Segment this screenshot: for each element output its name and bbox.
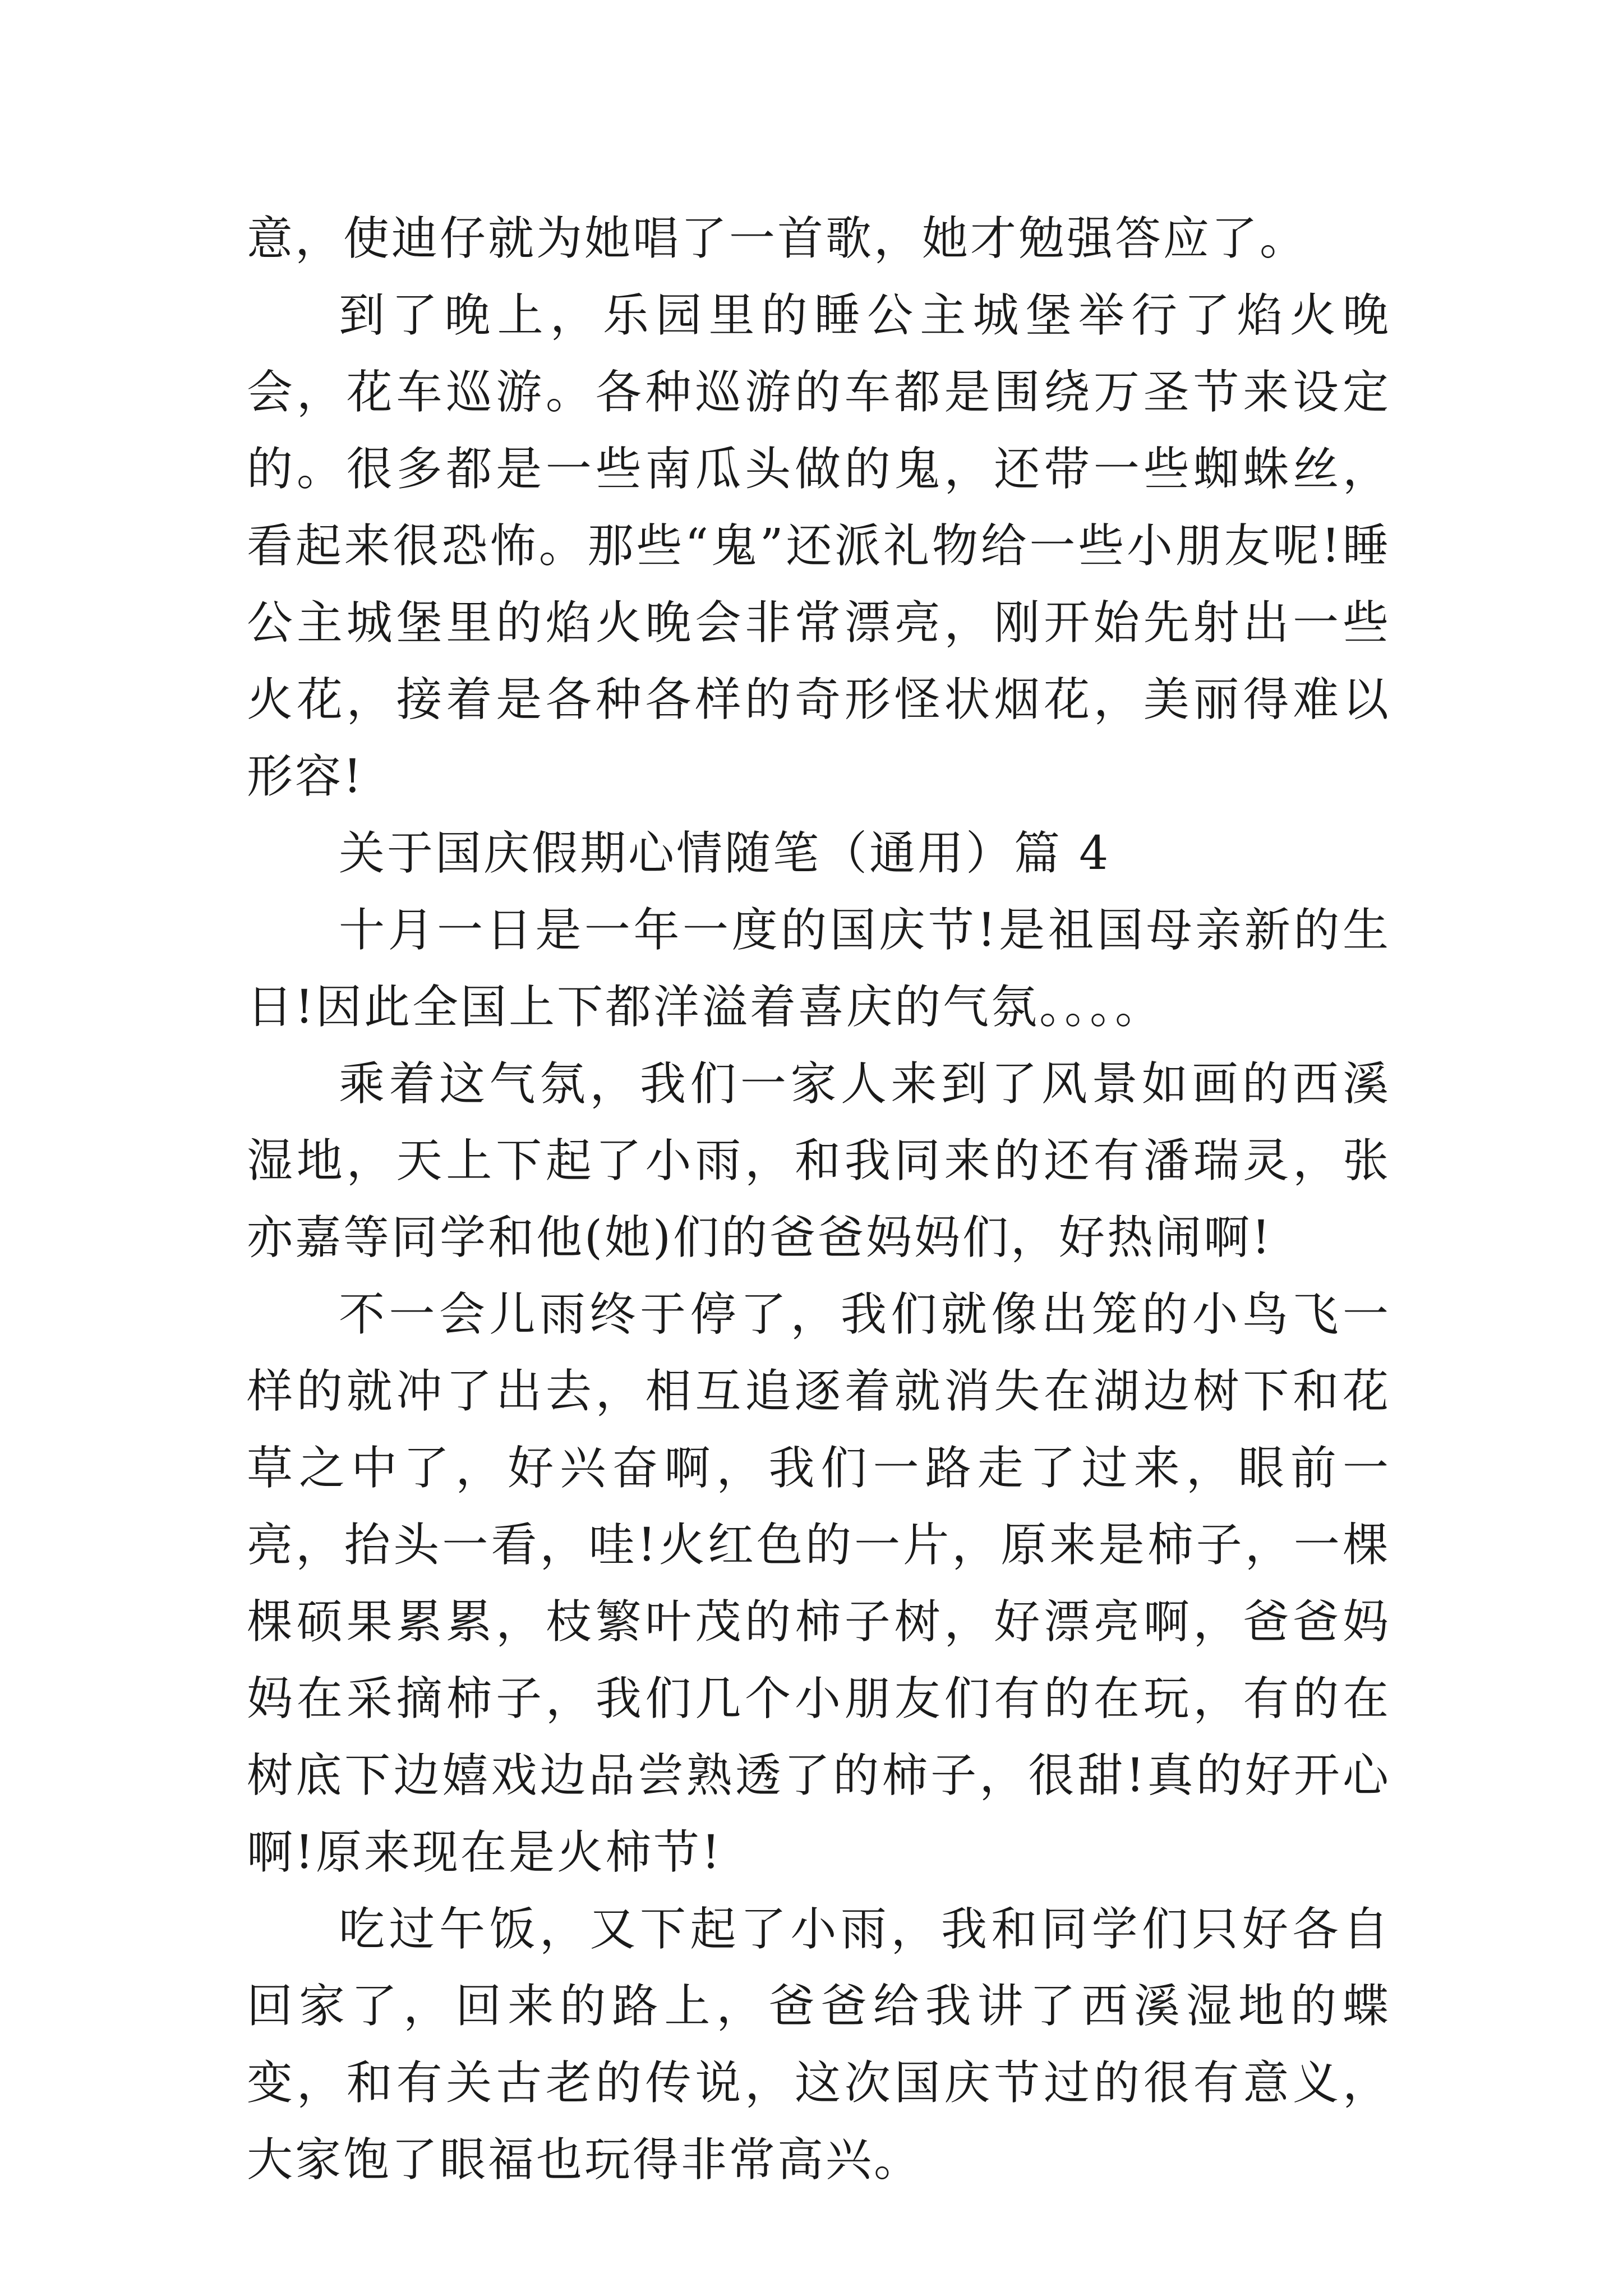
paragraph-national-day: 十月一日是一年一度的国庆节!是祖国母亲新的生日!因此全国上下都洋溢着喜庆的气氛。。。。 bbox=[247, 904, 1391, 1034]
paragraph-continuation: 意，使迪仔就为她唱了一首歌，她才勉强答应了。 bbox=[247, 212, 1308, 265]
paragraph-return-home: 吃过午饭，又下起了小雨，我和同学们只好各自回家了，回来的路上，爸爸给我讲了西溪湿地的蝶变，和有关古老的传说，这次国庆节过的很有意义，大家饱了眼福也玩得非常高兴。 bbox=[247, 1903, 1391, 2187]
paragraph-xixi-wetland: 乘着这气氛，我们一家人来到了风景如画的西溪湿地，天上下起了小雨，和我同来的还有潘瑞灵，张亦嘉等同学和他(她)们的爸爸妈妈们，好热闹啊! bbox=[247, 1057, 1391, 1264]
paragraph-evening-parade: 到了晚上，乐园里的睡公主城堡举行了焰火晚会，花车巡游。各种巡游的车都是围绕万圣节来设定的。很多都是一些南瓜头做的鬼，还带一些蜘蛛丝，看起来很恐怖。那些“鬼”还派礼物给一些小朋友呢!睡公主城堡里的焰火晚会非常漂亮，刚开始先射出一些火花，接着是各种各样的奇形怪状烟花，美丽得难以形容! bbox=[247, 289, 1391, 803]
section-heading: 关于国庆假期心情随笔（通用）篇 4 bbox=[339, 827, 1111, 880]
paragraph-persimmon: 不一会儿雨终于停了，我们就像出笼的小鸟飞一样的就冲了出去，相互追逐着就消失在湖边树下和花草之中了，好兴奋啊，我们一路走了过来，眼前一亮，抬头一看，哇!火红色的一片，原来是柿子，一棵棵硕果累累，枝繁叶茂的柿子树，好漂亮啊，爸爸妈妈在采摘柿子，我们几个小朋友们有的在玩，有的在树底下边嬉戏边品尝熟透了的柿子，很甜!真的好开心啊!原来现在是火柿节! bbox=[247, 1288, 1391, 1879]
document-body bbox=[247, 200, 1391, 2198]
